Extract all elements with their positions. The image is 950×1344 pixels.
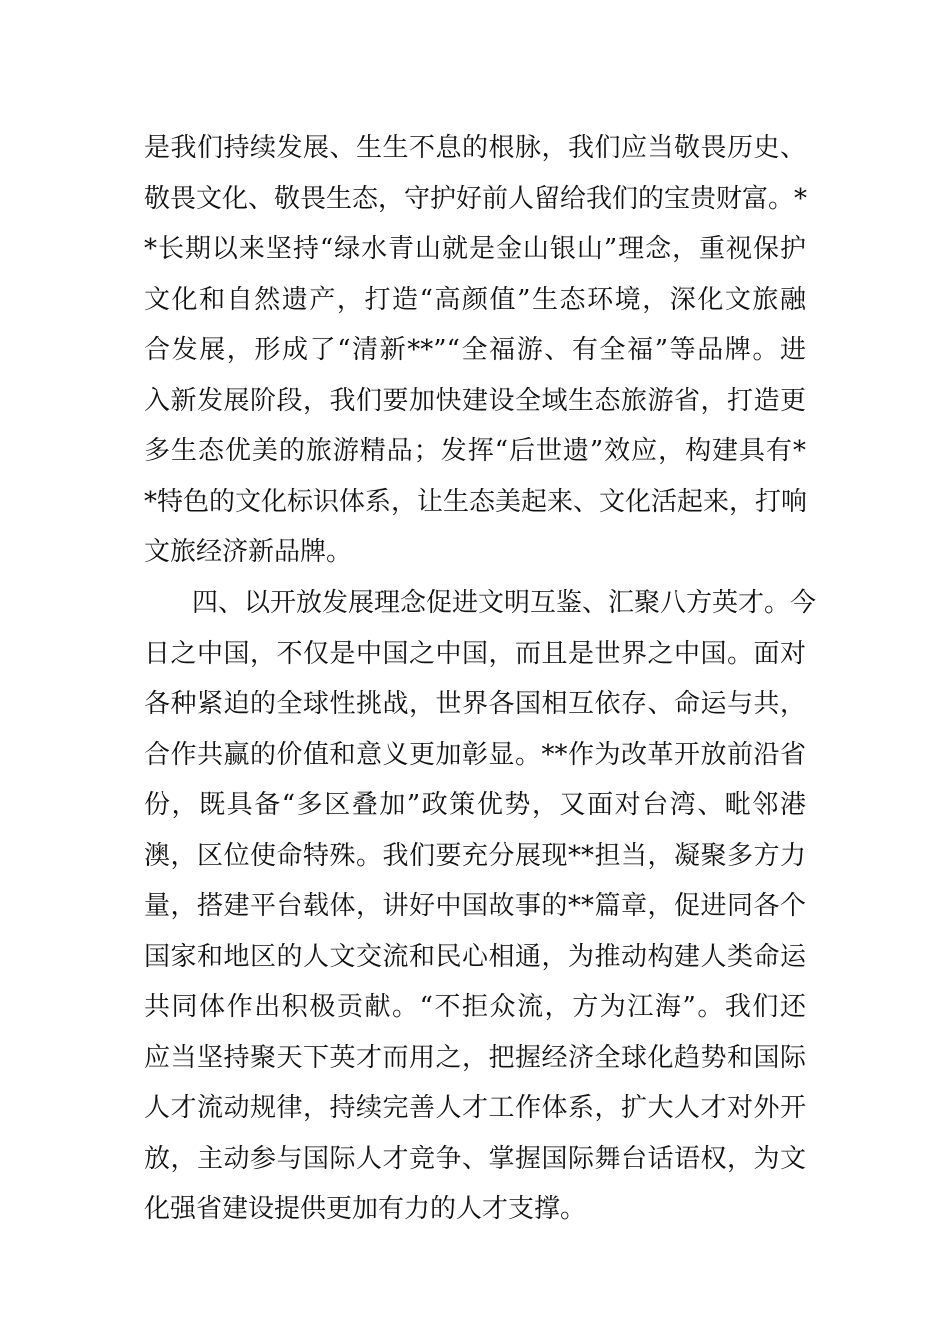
- paragraph-line: 合发展，形成了“清新**”“全福游、有全福”等品牌。进: [144, 335, 806, 365]
- paragraph-line: 各种紧迫的全球性挑战，世界各国相互依存、命运与共，: [144, 689, 806, 719]
- section-heading-line: 四、以开放发展理念促进文明互鉴、汇聚八方英才。今: [192, 588, 817, 618]
- paragraph-line: 合作共赢的价值和意义更加彰显。**作为改革开放前沿省: [144, 739, 806, 770]
- paragraph-line: 日之中国，不仅是中国之中国，而且是世界之中国。面对: [144, 638, 806, 669]
- paragraph-line: 应当坚持聚天下英才而用之，把握经济全球化趋势和国际: [144, 1042, 806, 1073]
- paragraph-line: *长期以来坚持“绿水青山就是金山银山”理念，重视保护: [144, 234, 806, 264]
- paragraph-line: 文旅经济新品牌。: [144, 537, 353, 567]
- paragraph-continued: [144, 123, 806, 578]
- paragraph-line: 文化和自然遗产，打造“高颜值”生态环境，深化文旅融: [144, 284, 806, 315]
- paragraph-line: 人才流动规律，持续完善人才工作体系，扩大人才对外开: [144, 1093, 806, 1123]
- paragraph-line: 入新发展阶段，我们要加快建设全域生态旅游省，打造更: [144, 385, 806, 416]
- paragraph-line: 敬畏文化、敬畏生态，守护好前人留给我们的宝贵财富。*: [144, 183, 808, 214]
- paragraph-line: *特色的文化标识体系，让生态美起来、文化活起来，打响: [144, 486, 808, 517]
- paragraph-line: 多生态优美的旅游精品；发挥“后世遗”效应，构建具有*: [144, 436, 806, 466]
- paragraph-four: [144, 578, 817, 1235]
- paragraph-line: 共同体作出积极贡献。“不拒众流，方为江海”。我们还: [144, 992, 806, 1022]
- paragraph-line: 澳，区位使命特殊。我们要充分展现**担当，凝聚多方力: [144, 840, 806, 871]
- paragraph-line: 量，搭建平台载体，讲好中国故事的**篇章，促进同各个: [144, 891, 806, 921]
- paragraph-line: 是我们持续发展、生生不息的根脉，我们应当敬畏历史、: [144, 133, 806, 163]
- paragraph-line: 放，主动参与国际人才竞争、掌握国际舞台话语权，为文: [144, 1143, 806, 1174]
- paragraph-line: 化强省建设提供更加有力的人才支撑。: [144, 1194, 587, 1224]
- paragraph-line: 份，既具备“多区叠加”政策优势，又面对台湾、毗邻港: [144, 790, 806, 820]
- paragraph-line: 国家和地区的人文交流和民心相通，为推动构建人类命运: [144, 941, 806, 972]
